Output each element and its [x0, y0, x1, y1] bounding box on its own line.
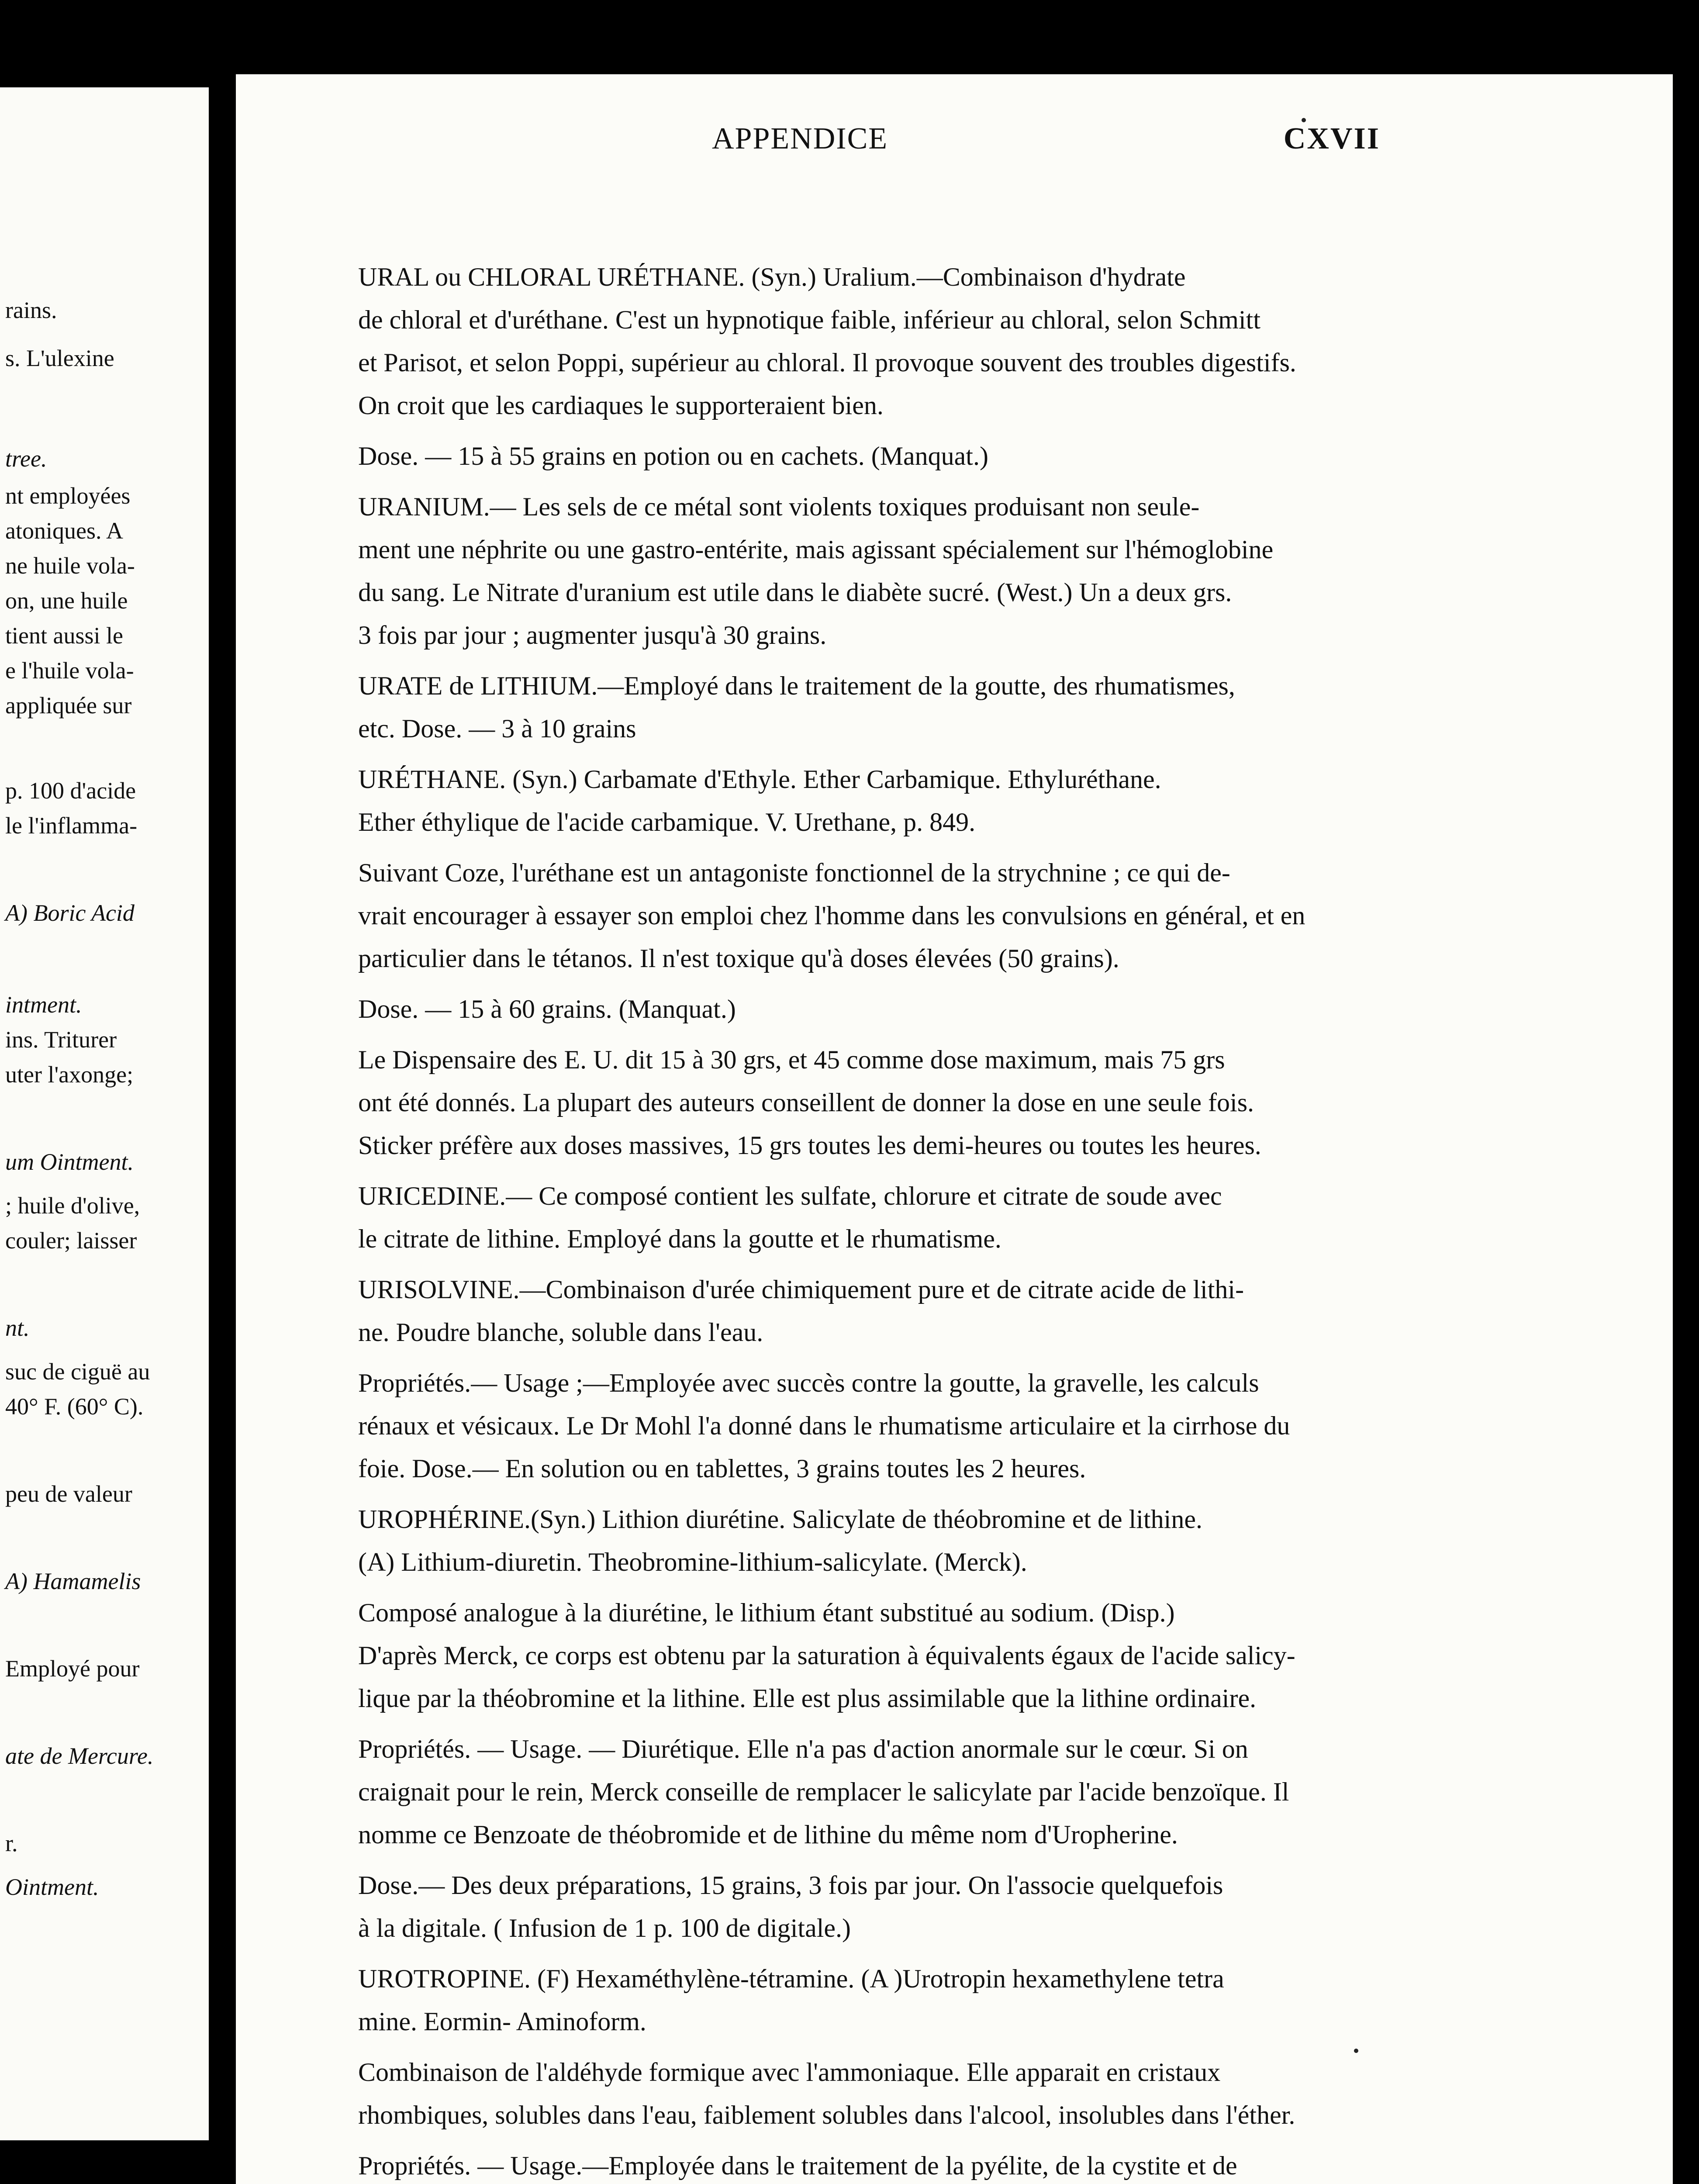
paragraph: [301, 485, 1385, 657]
page-number: CXVII: [1283, 122, 1380, 156]
text-line: le citrate de lithine. Employé dans la goutte et le rhumatisme.: [358, 1224, 1001, 1253]
facing-page-line: le l'inflamma-: [5, 812, 138, 839]
facing-page-line: nt.: [5, 1315, 30, 1341]
paragraph: [301, 1864, 1385, 1949]
text-line: vrait encourager à essayer son emploi chez l'homme dans les convulsions en général, et en: [358, 901, 1305, 930]
paragraph: [301, 988, 1385, 1030]
facing-page-line: um Ointment.: [5, 1149, 134, 1175]
facing-page-line: 40° F. (60° C).: [5, 1393, 144, 1420]
facing-page-line: p. 100 d'acide: [5, 778, 136, 804]
text-line: de chloral et d'uréthane. C'est un hypnotique faible, inférieur au chloral, selon Schmitt: [358, 305, 1260, 334]
text-line: nomme ce Benzoate de théobromide et de lithine du même nom d'Uropherine.: [358, 1820, 1178, 1849]
text-line: etc. Dose. — 3 à 10 grains: [358, 714, 636, 743]
paragraph: [301, 758, 1385, 843]
text-line: URÉTHANE. (Syn.) Carbamate d'Ethyle. Ether Carbamique. Ethyluréthane.: [358, 765, 1161, 794]
paragraph: [301, 851, 1385, 980]
paragraph: [301, 1957, 1385, 2043]
text-line: URANIUM.— Les sels de ce métal sont violents toxiques produisant non seule-: [358, 492, 1200, 521]
text-line: Dose. — 15 à 60 grains. (Manquat.): [358, 995, 736, 1023]
facing-page-line: ; huile d'olive,: [5, 1192, 140, 1219]
text-line: UROTROPINE. (F) Hexaméthylène-tétramine. (A )Urotropin hexamethylene tetra: [358, 1964, 1224, 1993]
paragraph: [301, 256, 1385, 427]
text-line: et Parisot, et selon Poppi, supérieur au chloral. Il provoque souvent des troubles digestifs.: [358, 348, 1296, 377]
text-line: On croit que les cardiaques le supporteraient bien.: [358, 391, 884, 420]
paragraph: [301, 1175, 1385, 1260]
text-line: ne. Poudre blanche, soluble dans l'eau.: [358, 1318, 763, 1347]
facing-page-line: rains.: [5, 297, 57, 323]
facing-page-line: ins. Triturer: [5, 1026, 117, 1053]
facing-page-line: e l'huile vola-: [5, 657, 134, 684]
text-line: Dose.— Des deux préparations, 15 grains, 3 fois par jour. On l'associe quelquefois: [358, 1871, 1223, 1900]
text-line: ont été donnés. La plupart des auteurs conseillent de donner la dose en une seule fois.: [358, 1088, 1254, 1117]
facing-page-line: nt employées: [5, 483, 131, 509]
text-line: Propriétés. — Usage.—Employée dans le traitement de la pyélite, de la cystite et de: [358, 2151, 1237, 2180]
text-line: D'après Merck, ce corps est obtenu par la saturation à équivalents égaux de l'acide salicy-: [358, 1641, 1295, 1670]
facing-page-line: uter l'axonge;: [5, 1061, 134, 1088]
facing-page-line: tient aussi le: [5, 622, 123, 649]
paragraph: [301, 2051, 1385, 2136]
facing-page-line: ne huile vola-: [5, 553, 135, 579]
paragraph: [301, 1591, 1385, 1720]
text-line: à la digitale. ( Infusion de 1 p. 100 de digitale.): [358, 1914, 851, 1942]
text-line: Dose. — 15 à 55 grains en potion ou en cachets. (Manquat.): [358, 442, 988, 470]
text-line: (A) Lithium-diuretin. Theobromine-lithium-salicylate. (Merck).: [358, 1548, 1027, 1576]
paragraph: [301, 435, 1385, 477]
facing-page-line: intment.: [5, 992, 82, 1018]
text-line: Propriétés.— Usage ;—Employée avec succès contre la goutte, la gravelle, les calculs: [358, 1368, 1259, 1397]
facing-page-line: ate de Mercure.: [5, 1743, 154, 1769]
facing-page-line: tree.: [5, 446, 47, 472]
text-line: rhombiques, solubles dans l'eau, faiblement solubles dans l'alcool, insolubles dans l'éther.: [358, 2101, 1295, 2129]
paragraph: [301, 2144, 1385, 2184]
facing-page-line: couler; laisser: [5, 1227, 137, 1254]
facing-page-line: r.: [5, 1830, 18, 1856]
paragraph: [301, 664, 1385, 750]
text-line: UROPHÉRINE.(Syn.) Lithion diurétine. Salicylate de théobromine et de lithine.: [358, 1505, 1202, 1534]
facing-page-line: s. L'ulexine: [5, 345, 114, 371]
facing-page-line: on, une huile: [5, 587, 128, 614]
text-line: Ether éthylique de l'acide carbamique. V. Urethane, p. 849.: [358, 808, 976, 836]
paragraph: [301, 1268, 1385, 1354]
text-line: particulier dans le tétanos. Il n'est toxique qu'à doses élevées (50 grains).: [358, 944, 1119, 973]
facing-page-line: peu de valeur: [5, 1481, 132, 1507]
text-line: Le Dispensaire des E. U. dit 15 à 30 grs, et 45 comme dose maximum, mais 75 grs: [358, 1045, 1225, 1074]
text-line: foie. Dose.— En solution ou en tablettes, 3 grains toutes les 2 heures.: [358, 1454, 1086, 1483]
paragraph: [301, 1038, 1385, 1167]
body-text: [301, 256, 1385, 2184]
facing-page-fragment: [0, 87, 209, 2140]
text-line: Composé analogue à la diurétine, le lithium étant substitué au sodium. (Disp.): [358, 1598, 1175, 1627]
text-line: URICEDINE.— Ce composé contient les sulfate, chlorure et citrate de soude avec: [358, 1182, 1222, 1210]
paragraph: [301, 1362, 1385, 1490]
text-line: du sang. Le Nitrate d'uranium est utile dans le diabète sucré. (West.) Un a deux grs.: [358, 578, 1232, 607]
text-line: ment une néphrite ou une gastro-entérite, mais agissant spécialement sur l'hémoglobine: [358, 535, 1274, 564]
text-line: 3 fois par jour ; augmenter jusqu'à 30 grains.: [358, 621, 827, 650]
facing-page-line: A) Hamamelis: [5, 1568, 141, 1594]
facing-page-line: suc de ciguë au: [5, 1358, 150, 1385]
facing-page-line: Ointment.: [5, 1874, 99, 1900]
text-line: rénaux et vésicaux. Le Dr Mohl l'a donné dans le rhumatisme articulaire et la cirrhose du: [358, 1411, 1290, 1440]
text-line: Sticker préfère aux doses massives, 15 grs toutes les demi-heures ou toutes les heures.: [358, 1131, 1261, 1160]
text-line: lique par la théobromine et la lithine. Elle est plus assimilable que la lithine ordinaire.: [358, 1684, 1257, 1713]
facing-page-line: A) Boric Acid: [5, 900, 135, 926]
text-line: Suivant Coze, l'uréthane est un antagoniste fonctionnel de la strychnine ; ce qui de-: [358, 858, 1230, 887]
paragraph: [301, 1498, 1385, 1583]
text-line: URISOLVINE.—Combinaison d'urée chimiquement pure et de citrate acide de lithi-: [358, 1275, 1244, 1304]
text-line: craignait pour le rein, Merck conseille de remplacer le salicylate par l'acide benzoïque. Il: [358, 1777, 1289, 1806]
facing-page-line: atoniques. A: [5, 518, 123, 544]
text-line: Combinaison de l'aldéhyde formique avec l'ammoniaque. Elle apparait en cristaux: [358, 2058, 1221, 2087]
running-head: [476, 121, 1380, 161]
text-line: Propriétés. — Usage. — Diurétique. Elle n'a pas d'action anormale sur le cœur. Si on: [358, 1735, 1248, 1763]
running-head-title: APPENDICE: [712, 122, 888, 156]
paragraph: [301, 1728, 1385, 1856]
facing-page-line: appliquée sur: [5, 692, 132, 719]
text-line: URATE de LITHIUM.—Employé dans le traitement de la goutte, des rhumatismes,: [358, 671, 1235, 700]
facing-page-line: Employé pour: [5, 1655, 140, 1682]
text-line: mine. Eormin- Aminoform.: [358, 2007, 646, 2036]
text-line: URAL ou CHLORAL URÉTHANE. (Syn.) Uralium.—Combinaison d'hydrate: [358, 263, 1186, 291]
